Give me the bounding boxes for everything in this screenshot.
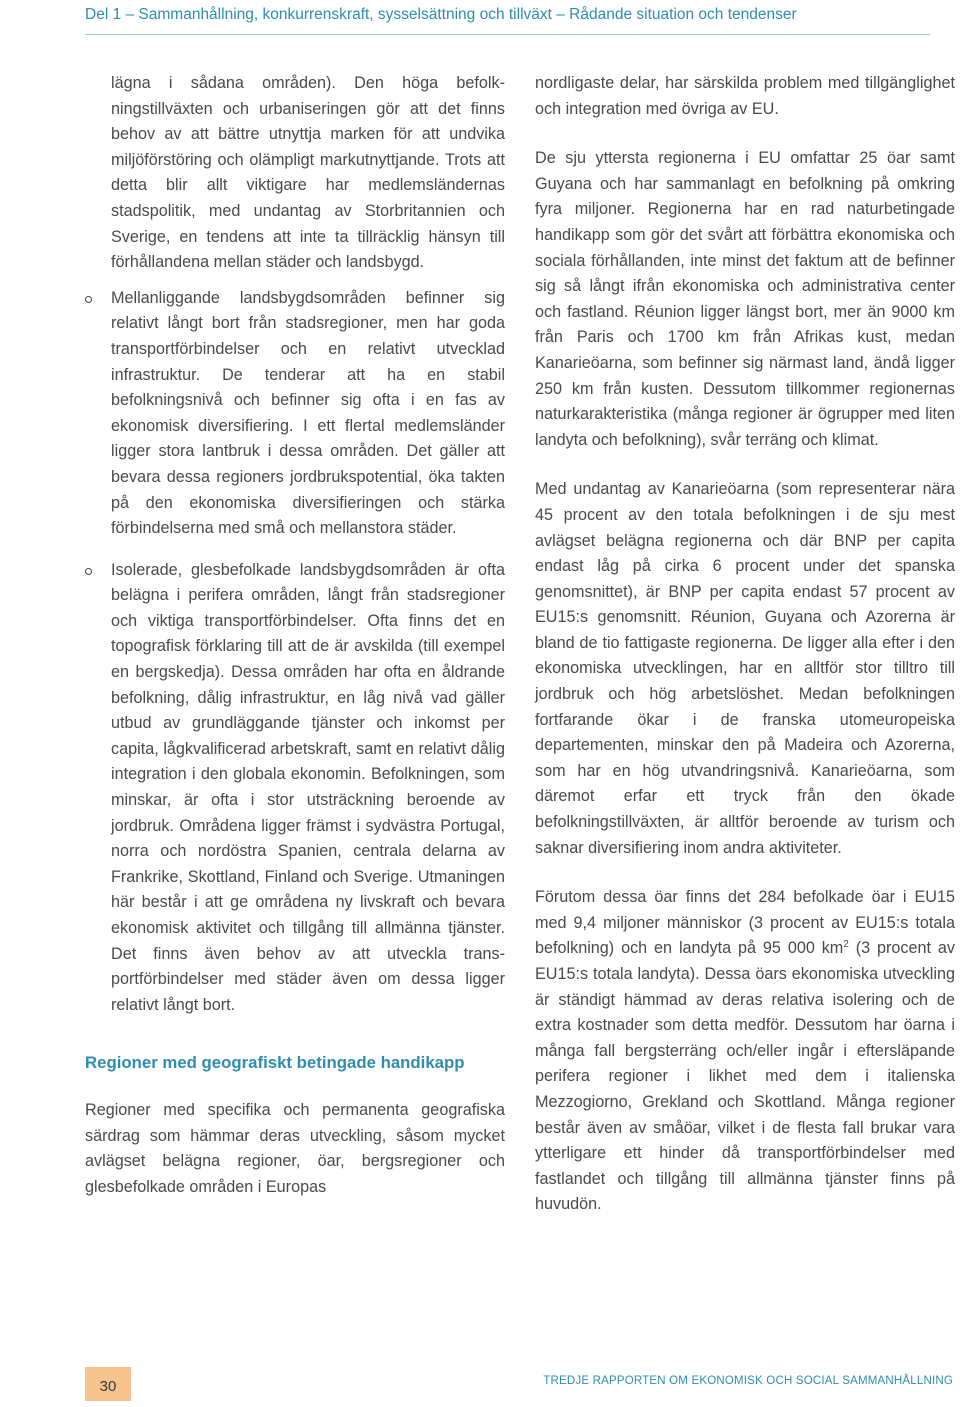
bullet-icon: [85, 296, 92, 303]
paragraph-islands-part-a: Förutom dessa öar finns det 284 befolkade öar i EU15 med 9,4 miljoner människor (3 procent av EU15:s totala befolkning) och en landyta på 95 000 km: [535, 888, 955, 958]
superscript: 2: [843, 939, 849, 951]
bullet-item-intermediate-rural: [85, 286, 505, 542]
bullet-icon: [85, 568, 92, 575]
section-paragraph: Regioner med specifika och permanenta geografiska särdrag som hämmar deras utveckling, såsom mycket avlägset belägna regioner, öar, bergsregioner och glesbefolkade områden i Europas: [85, 1100, 505, 1196]
bullet-text: Mellanliggande landsbygdsområden befinner sig relativt långt bort från stadsregioner, men har goda transportförbindelser och en relativt utvecklad infrastruktur. De tenderar att ha en stabil befolkningsnivå och befinner sig ofta i en fas av ekonomisk diversifiering. I ett flertal medlemsländer ligger stora lantbruk i dessa områden. Det gäller att bevara dessa regioners jordbrukspotential, öka takten på den ekonomiska diversifieringen och stärka förbindelserna med små och mellanstora städer.: [111, 288, 505, 538]
footer-publication-title: TREDJE RAPPORTEN OM EKONOMISK OCH SOCIAL SAMMANHÅLLNING: [543, 1375, 953, 1387]
page-number: 30: [85, 1367, 131, 1401]
header-divider: [85, 34, 930, 35]
paragraph-islands-part-b: (3 procent av EU15:s totala landyta). Dessa öars ekonomiska utveckling är ständigt hämmad av deras relativa isolering och de extra kostnader som detta medför. Dessutom har öarna i många fall bergsterräng och/eller ingår i eftersläpande perifera regioner i likhet med dem i italienska Mezzogiorno, Grekland och Skottland. Många regioner består även av småöar, vilket i de flesta fall brukar vara ytterligare ett hinder då transportförbindelser med fastlandet och tillgång till allmänna tjänster finns på huvudön.: [535, 939, 955, 1214]
running-header: Del 1 – Sammanhållning, konkurrenskraft, sysselsättning och tillväxt – Rådande situation och tendenser: [85, 6, 797, 23]
left-column: [85, 71, 505, 1200]
paragraph-outermost-regions: De sju yttersta regionerna i EU omfattar 25 öar samt Guyana och har sammanlagt en befolkning på omkring fyra miljoner. Regionerna har en rad naturbetingade handikapp som gör det svårt att förbättra ekonomiska och sociala förhållanden, inte minst det faktum att de befinner sig så långt ifrån ekonomiska och administrativa center och fastland. Réunion ligger längst bort, mer än 9000 km från Paris och 1700 km från Afrikas kust, medan Kanarieöarna, som befinner sig närmast land, ändå ligger 250 km från kusten. Dessutom tillkommer regionernas naturkarakteristika (många regioner är ögrupper med liten landyta och befolkning), svår terräng och klimat.: [535, 149, 955, 449]
intro-paragraph: lägna i sådana områden). Den höga befolkningstillväxten och urbaniseringen gör att det finns behov av att bättre utnyttja marken för att undvika miljöförstöring och olämpligt markutnyttjande. Trots att detta blir allt viktigare har medlemsländernas stadspolitik, med undantag av Storbritannien och Sverige, en tendens att inte ta tillräcklig hänsyn till förhållandena mellan städer och landsbygd.: [111, 74, 505, 272]
right-column: [535, 71, 955, 1218]
paragraph-accessibility: nordligaste delar, har särskilda problem med tillgänglighet och integration med övriga av EU.: [535, 74, 955, 118]
paragraph-gdp: Med undantag av Kanarieöarna (som representerar nära 45 procent av den totala befolkningen i de sju mest avlägset belägna regionerna och där BNP per capita endast låg på cirka 6 procent under det spanska genomsnittet), är BNP per capita endast 57 procent av EU15:s genomsnitt. Réunion, Guyana och Azorerna är bland de tio fattigaste regionerna. De ligger alla efter i den ekonomiska utvecklingen, har en alltför stor tilltro till jordbruk och hög arbetslöshet. Medan befolkningen fortfarande ökar i de franska utomeuropeiska departementen, minskar den på Madeira och Azorerna, som har en hög utvandringsnivå. Kanarieöarna, som däremot erfar ett tryck från den ökade befolkningstillväxten, är alltför beroende av turism och saknar diversifiering inom andra aktiviteter.: [535, 480, 955, 857]
bullet-text: Isolerade, glesbefolkade landsbygdsområden är ofta belägna i perifera områden, långt från stadsregioner och viktiga transportförbindelser. Ofta finns det en topografisk förklaring till att de är avskilda (till exempel en bergskedja). Dessa områden har ofta en åldrande befolkning, dålig infrastruktur, en låg nivå vad gäller utbud av grundläggande tjänster och inkomst per capita, lågkvalificerad arbetskraft, samt en relativt dålig integration i den globala ekonomin. Befolkningen, som minskar, är ofta i stor utsträckning beroende av jordbruk. Områdena ligger främst i sydvästra Portugal, norra och nordöstra Spanien, centrala delarna av Frankrike, Skottland, Finland och Sverige. Utmaningen här består i att ge områdena ny livskraft och bevara ekonomisk aktivitet och tillgång till allmänna tjänster. Det finns även behov av att utveckla transportförbindelser med städer även om dessa ligger relativt långt bort.: [111, 560, 505, 1014]
paragraph-islands: [535, 885, 955, 1218]
bullet-item-isolated-rural: [85, 558, 505, 1019]
section-heading: Regioner med geografiskt betingade handikapp: [85, 1053, 465, 1073]
